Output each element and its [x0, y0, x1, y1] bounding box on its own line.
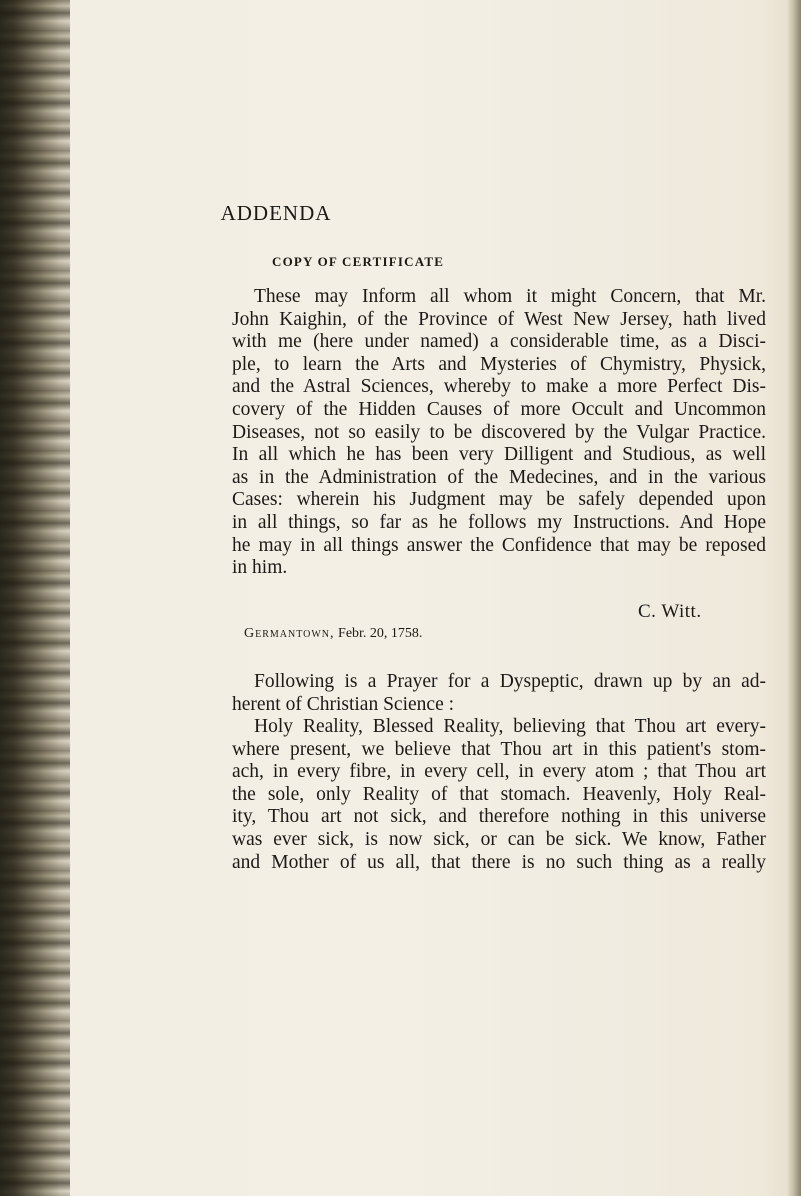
text-line: Holy Reality, Blessed Reality, believing that Thou art every-	[254, 716, 766, 737]
text-line: as in the Administration of the Medecines, and in the various	[232, 466, 766, 488]
text-line: the sole, only Reality of that stomach. Heavenly, Holy Real-	[232, 783, 766, 805]
text-line: in him.	[232, 557, 288, 579]
text-line: covery of the Hidden Causes of more Occult and Uncommon	[232, 398, 766, 420]
text-line: in all things, so far as he follows my Instructions. And Hope	[232, 511, 766, 533]
date: Febr. 20, 1758.	[338, 626, 423, 641]
text-line: with me (here under named) a considerable time, as a Disci-	[232, 331, 766, 353]
page-heading: ADDENDA	[220, 201, 332, 225]
prayer-paragraph	[232, 716, 766, 874]
text-line: Cases: wherein his Judgment may be safely depended upon	[232, 489, 766, 511]
signature: C. Witt.	[638, 601, 702, 622]
text-line: ach, in every fibre, in every cell, in every atom ; that Thou art	[232, 761, 766, 783]
text-line: and Mother of us all, that there is no such thing as a really	[232, 851, 766, 873]
text-line: Diseases, not so easily to be discovered by the Vulgar Practice.	[232, 421, 766, 443]
page-right-edge	[787, 0, 801, 1196]
text-line: ple, to learn the Arts and Mysteries of Chymistry, Physick,	[232, 353, 766, 375]
text-line: was ever sick, is now sick, or can be sick. We know, Father	[232, 828, 766, 850]
prayer-intro-paragraph	[232, 671, 766, 716]
text-line: where present, we believe that Thou art in this patient's stom-	[232, 738, 766, 760]
text-line: ity, Thou art not sick, and therefore nothing in this universe	[232, 806, 766, 828]
binding-edge	[0, 0, 70, 1196]
text-line: In all which he has been very Dilligent and Studious, as well	[232, 444, 766, 466]
text-line: he may in all things answer the Confidence that may be reposed	[232, 534, 766, 556]
place-date	[244, 626, 422, 642]
certificate-subheading: COPY OF CERTIFICATE	[272, 254, 445, 269]
place: Germantown,	[244, 626, 335, 641]
text-line: These may Inform all whom it might Concern, that Mr.	[254, 286, 766, 307]
certificate-paragraph	[232, 286, 766, 580]
text-line: and the Astral Sciences, whereby to make a more Perfect Dis-	[232, 376, 766, 398]
text-line: John Kaighin, of the Province of West New Jersey, hath lived	[232, 308, 766, 330]
text-line: herent of Christian Science :	[232, 693, 455, 715]
text-line: Following is a Prayer for a Dyspeptic, drawn up by an ad-	[254, 671, 766, 692]
